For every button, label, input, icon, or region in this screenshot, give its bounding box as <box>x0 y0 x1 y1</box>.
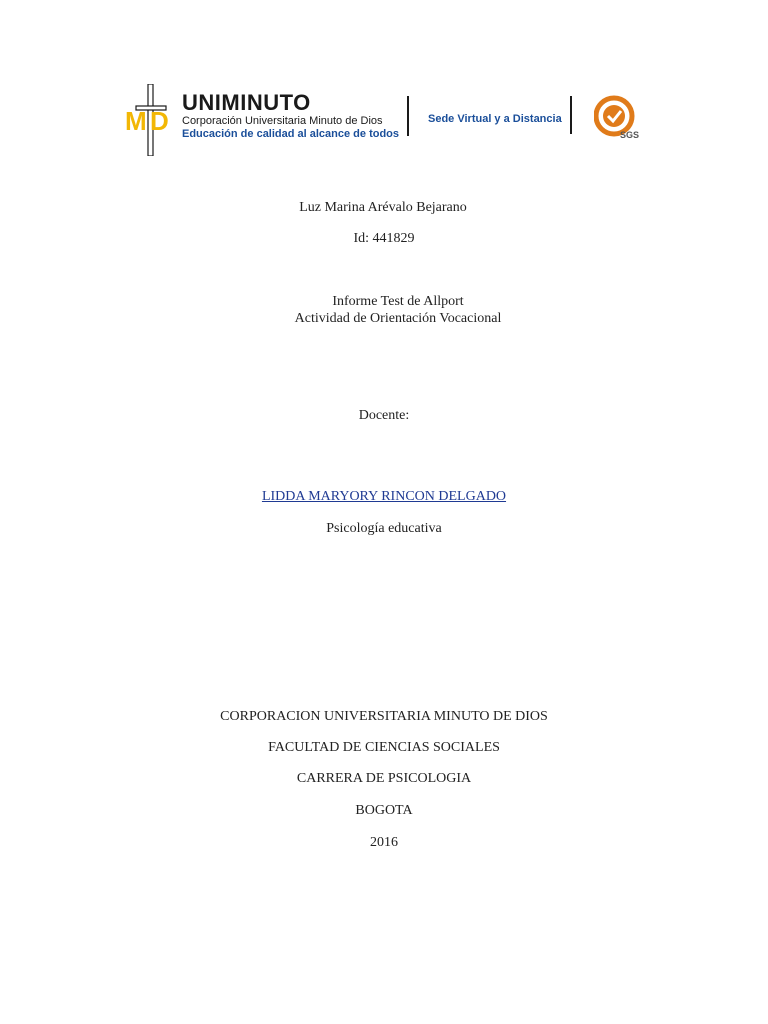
cert-label: SGS <box>620 130 640 140</box>
student-id: Id: 441829 <box>353 231 415 246</box>
year: 2016 <box>370 835 398 850</box>
header-banner <box>122 84 642 156</box>
faculty-name: FACULTAD DE CIENCIAS SOCIALES <box>268 740 500 755</box>
divider <box>570 96 572 134</box>
certification-seal-icon <box>594 94 642 142</box>
svg-text:M: M <box>125 106 147 136</box>
report-subtitle: Actividad de Orientación Vocacional <box>294 311 502 326</box>
career-name: CARRERA DE PSICOLOGIA <box>296 771 472 786</box>
brand-subtitle: Corporación Universitaria Minuto de Dios <box>182 115 383 127</box>
brand-tagline: Educación de calidad al alcance de todos <box>182 128 400 140</box>
course-name: Psicología educativa <box>326 521 442 536</box>
report-title: Informe Test de Allport <box>332 294 464 309</box>
docente-label: Docente: <box>358 408 410 423</box>
institution-name: CORPORACION UNIVERSITARIA MINUTO DE DIOS <box>220 709 548 724</box>
brand-block <box>182 92 399 141</box>
md-logo-icon <box>122 84 180 156</box>
docente-name-link[interactable]: LIDDA MARYORY RINCON DELGADO <box>261 489 507 504</box>
svg-text:D: D <box>150 106 169 136</box>
author-name: Luz Marina Arévalo Bejarano <box>299 200 467 215</box>
divider <box>407 96 409 136</box>
brand-name: UNIMINUTO <box>182 90 311 115</box>
campus-label: Sede Virtual y a Distancia <box>428 113 562 125</box>
city-name: BOGOTA <box>355 803 413 818</box>
